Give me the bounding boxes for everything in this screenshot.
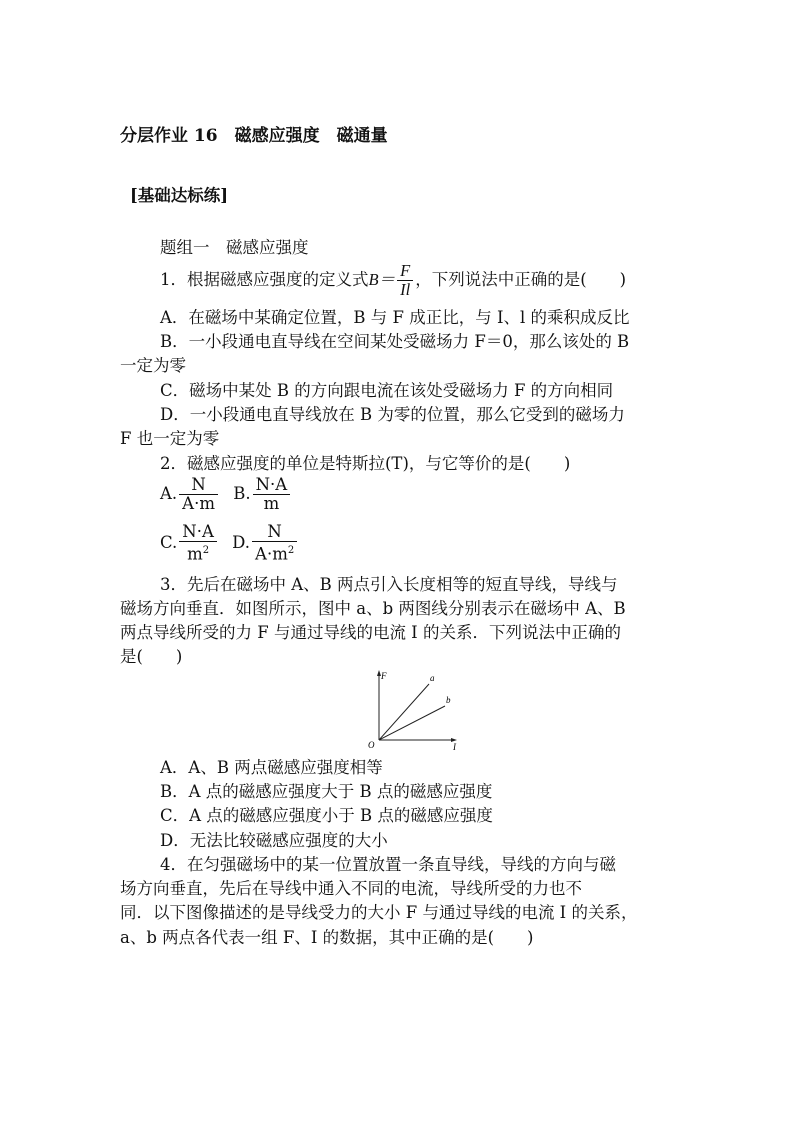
q2-c-denominator (179, 542, 217, 564)
q1-option-d-cont: F 也一定为零 (120, 429, 220, 448)
q1-option-b-cont: 一定为零 (120, 356, 186, 375)
q4-stem-line4: a、b 两点各代表一组 F、I 的数据，其中正确的是( ) (120, 928, 534, 947)
q3-option-a: A．A、B 两点磁感应强度相等 (160, 758, 383, 777)
q2-d-den-unit: A·m (255, 544, 288, 564)
q1-option-d: D．一小段通电直导线放在 B 为零的位置，那么它受到的磁场力 (160, 405, 625, 424)
q2-a-numerator: N (179, 476, 218, 495)
q2-option-b-label: B. (233, 484, 251, 503)
line-a (379, 684, 429, 740)
q2-option-b-fraction (253, 476, 291, 513)
x-axis-label: I (453, 742, 456, 752)
line-a-label: a (430, 673, 435, 683)
q2-a-denominator: A·m (182, 494, 215, 513)
q1-formula-lhs: B＝ (368, 270, 396, 289)
q4-stem-line3: 同．以下图像描述的是导线受力的大小 F 与通过导线的电流 I 的关系， (120, 903, 638, 922)
q1-stem-tail: ，下列说法中正确的是( ) (415, 270, 627, 289)
q1-option-b: B．一小段通电直导线在空间某处受磁场力 F＝0，那么该处的 B (160, 332, 630, 351)
y-axis-label: F (381, 671, 387, 681)
q2-b-denominator: m (263, 494, 280, 513)
q3-option-b: B．A 点的磁感应强度大于 B 点的磁感应强度 (160, 782, 493, 801)
q2-d-denominator (252, 542, 297, 564)
q3-stem-line2: 磁场方向垂直．如图所示，图中 a、b 两图线分别表示在磁场中 A、B (120, 599, 626, 618)
q2-option-a-label: A. (160, 484, 178, 503)
q2-option-c-fraction (179, 523, 217, 564)
q3-option-d: D．无法比较磁感应强度的大小 (160, 831, 388, 850)
q2-option-c-label: C. (160, 532, 178, 552)
section-heading: [基础达标练] (130, 186, 229, 205)
q2-options-cd (160, 523, 299, 567)
q3-stem-line1: 3．先后在磁场中 A、B 两点引入长度相等的短直导线，导线与 (160, 575, 618, 594)
q2-option-d-label: D. (232, 532, 251, 552)
q2-option-a-fraction (179, 476, 218, 513)
q1-formula-denominator: Il (400, 280, 411, 299)
q1-formula-fraction (397, 262, 413, 299)
q1-formula-numerator: F (397, 262, 413, 281)
q4-stem-line1: 4．在匀强磁场中的某一位置放置一条直导线，导线的方向与磁 (160, 855, 616, 874)
q2-c-numerator: N·A (179, 523, 217, 542)
q3-stem-line4: 是( ) (120, 647, 183, 666)
q2-c-den-unit: m (187, 544, 203, 564)
q3-option-c: C．A 点的磁感应强度小于 B 点的磁感应强度 (160, 806, 493, 825)
q2-b-numerator: N·A (253, 476, 291, 495)
q2-option-d-fraction (252, 523, 297, 564)
origin-label: O (368, 740, 375, 750)
group-heading: 题组一 磁感应强度 (160, 238, 309, 257)
q2-stem: 2．磁感应强度的单位是特斯拉(T)，与它等价的是( ) (160, 454, 571, 473)
q3-stem-line3: 两点导线所受的力 F 与通过导线的电流 I 的关系．下列说法中正确的 (120, 623, 621, 642)
q4-stem-line2: 场方向垂直，先后在导线中通入不同的电流，导线所受的力也不 (120, 879, 582, 898)
q2-c-den-exponent: 2 (202, 545, 210, 556)
q2-d-numerator: N (252, 523, 297, 542)
q1-stem (160, 262, 626, 302)
q3-force-current-graph (365, 668, 465, 752)
line-b-label: b (446, 695, 451, 705)
page-title: 分层作业 16 磁感应强度 磁通量 (120, 126, 388, 146)
q2-options-ab (160, 476, 292, 520)
q2-d-den-exponent: 2 (287, 545, 295, 556)
line-b (379, 706, 445, 740)
q1-option-c: C．磁场中某处 B 的方向跟电流在该处受磁场力 F 的方向相同 (160, 381, 614, 400)
q1-stem-text: 1．根据磁感应强度的定义式 (160, 270, 369, 289)
q1-option-a: A．在磁场中某确定位置，B 与 F 成正比，与 I、l 的乘积成反比 (160, 308, 630, 327)
